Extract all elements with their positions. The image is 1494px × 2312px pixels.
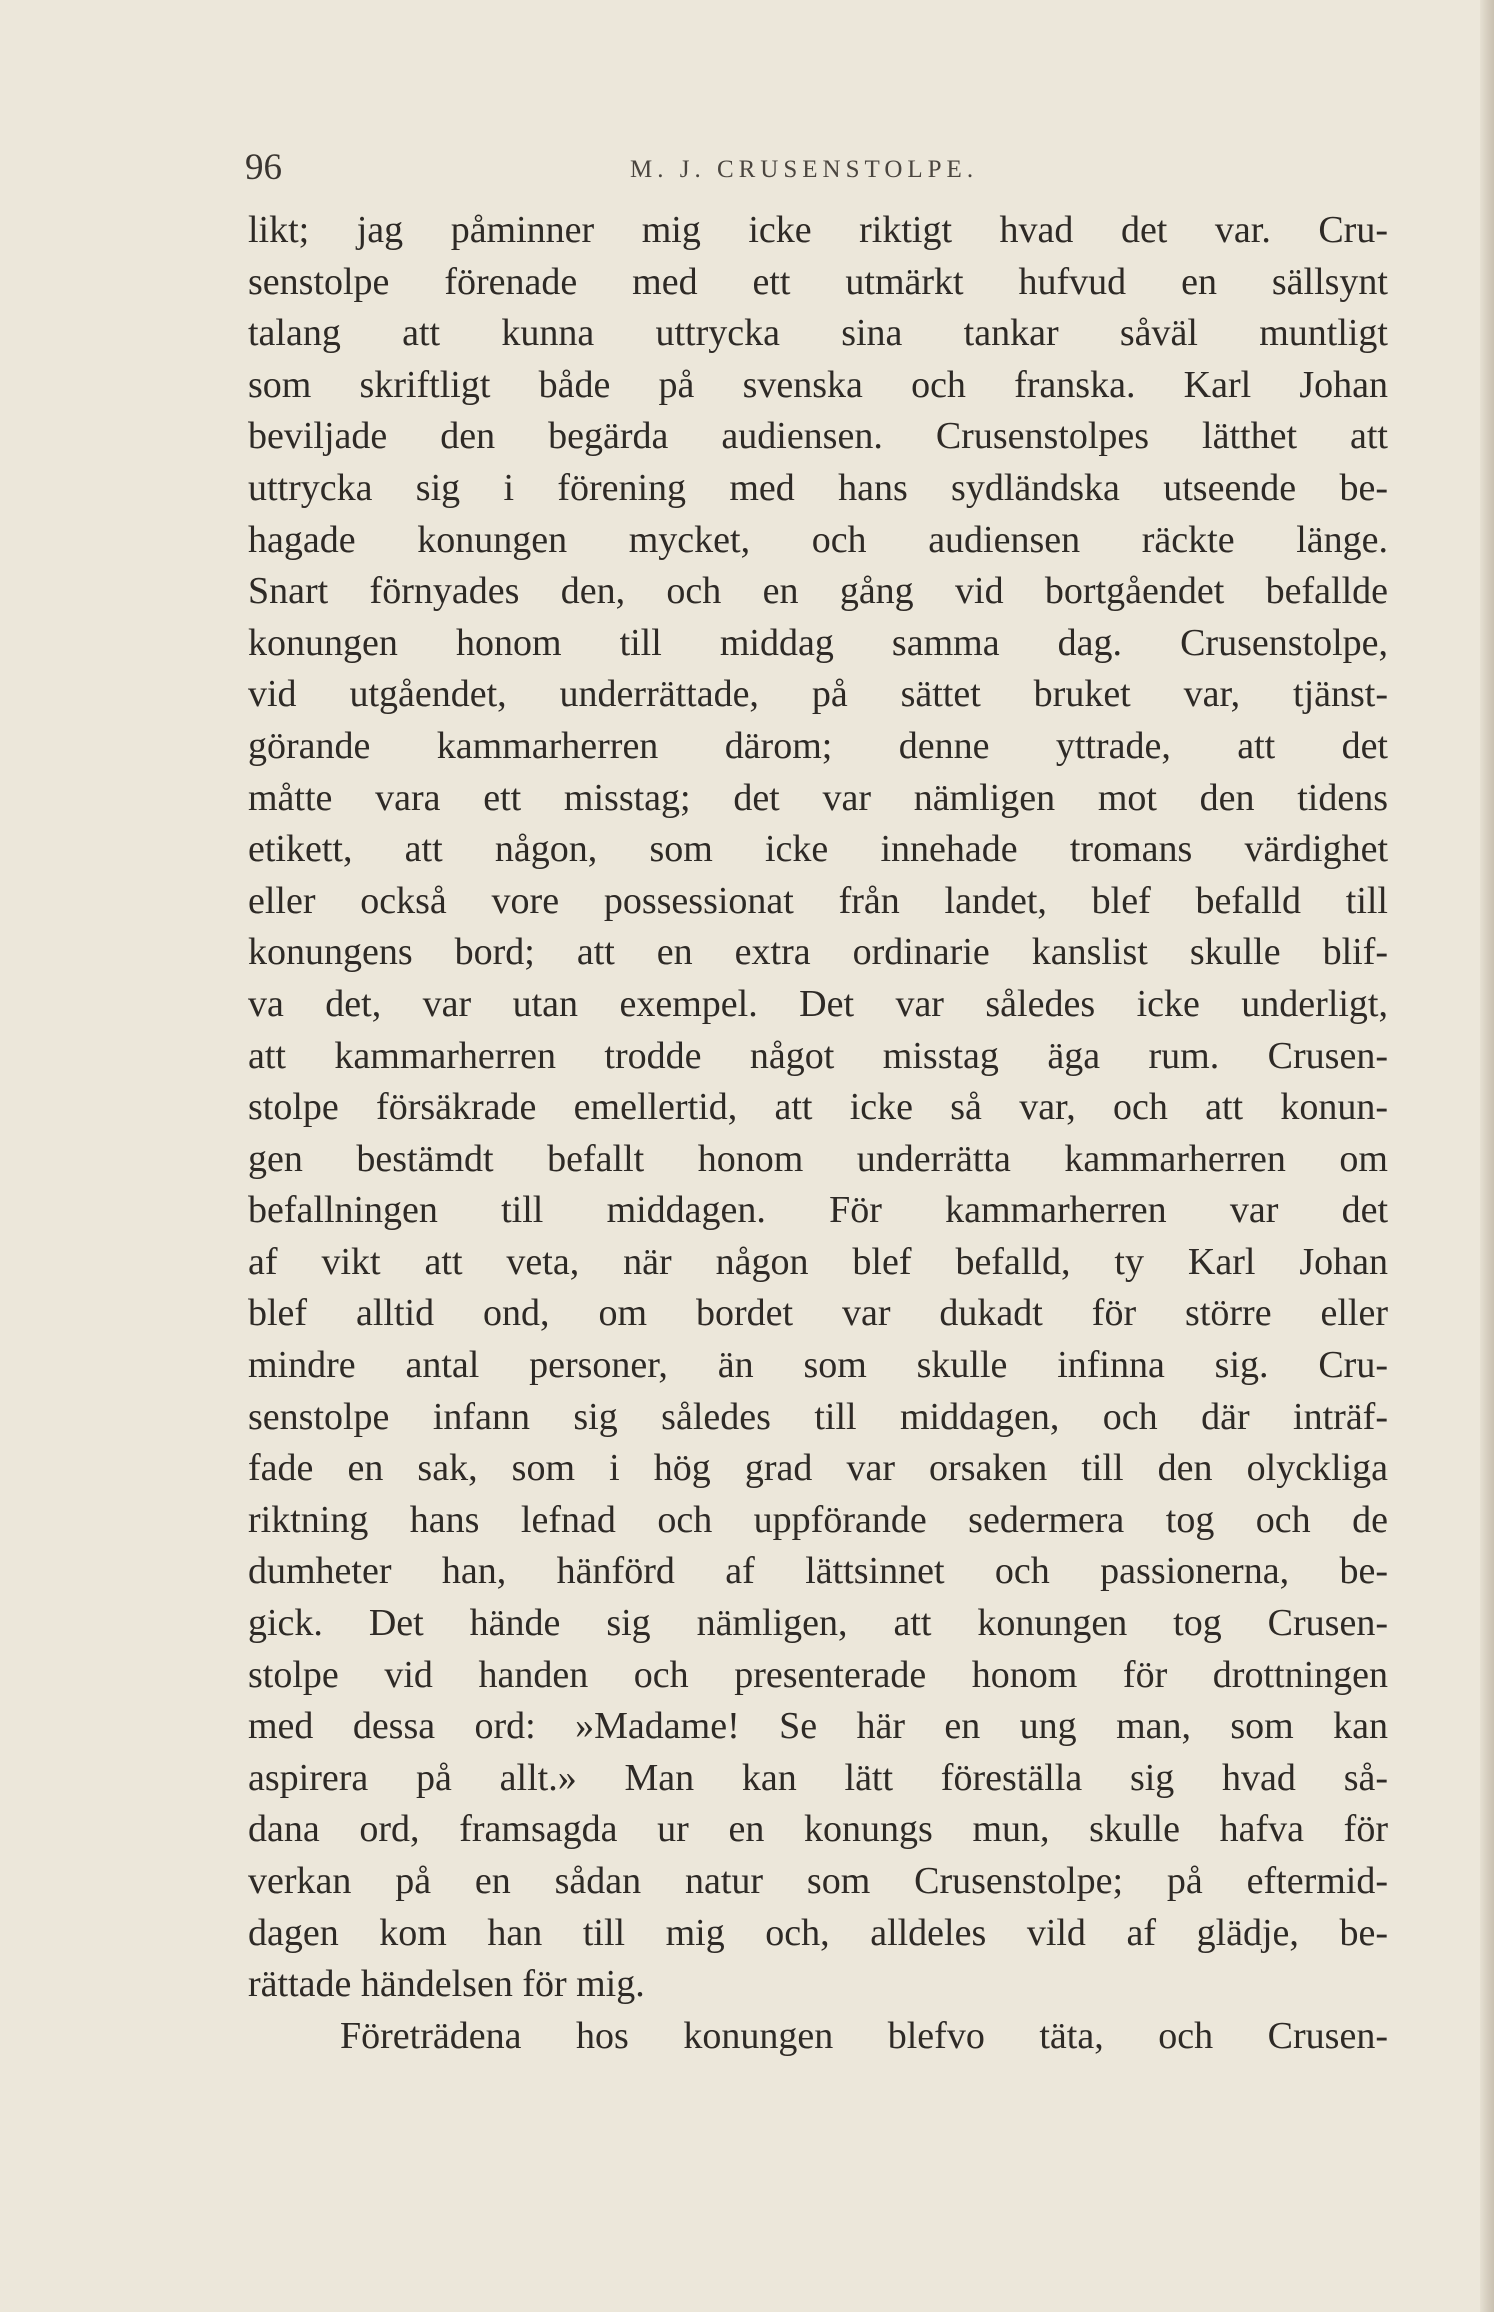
text-line: dagen kom han till mig och, alldeles vild af glädje, be- (248, 1911, 1388, 1954)
text-line: blef alltid ond, om bordet var dukadt för större eller (248, 1292, 1388, 1335)
text-line: måtte vara ett misstag; det var nämligen mot den tidens (248, 776, 1388, 819)
text-line: verkan på en sådan natur som Crusenstolpe; på eftermid- (248, 1860, 1388, 1902)
text-line: hagade konungen mycket, och audiensen räckte länge. (248, 518, 1388, 561)
text-line: stolpe försäkrade emellertid, att icke så var, och att konun- (248, 1086, 1388, 1129)
running-head: M. J. CRUSENSTOLPE. (630, 156, 979, 183)
text-line: att kammarherren trodde något misstag äga rum. Crusen- (248, 1034, 1388, 1077)
text-line: gen bestämdt befallt honom underrätta kammarherren om (248, 1137, 1388, 1180)
text-line: vid utgåendet, underrättade, på sättet bruket var, tjänst- (248, 673, 1388, 716)
page-edge (1480, 0, 1494, 2312)
text-line: fade en sak, som i hög grad var orsaken till den olyckliga (248, 1447, 1388, 1490)
text-line: dumheter han, hänförd af lättsinnet och passionerna, be- (248, 1550, 1388, 1593)
text-line: senstolpe infann sig således till middagen, och där inträf- (248, 1395, 1388, 1438)
text-line: talang att kunna uttrycka sina tankar såväl muntligt (248, 312, 1388, 355)
text-line: etikett, att någon, som icke innehade tromans värdighet (248, 828, 1388, 871)
text-line-paragraph-start: Företrädena hos konungen blefvo täta, och Crusen- (340, 2014, 1388, 2057)
page-number: 96 (245, 147, 282, 188)
text-line: likt; jag påminner mig icke riktigt hvad det var. Cru- (248, 209, 1388, 251)
text-line: senstolpe förenade med ett utmärkt hufvud en sällsynt (248, 260, 1388, 303)
body-text (248, 205, 1388, 2062)
text-line: riktning hans lefnad och uppförande sedermera tog och de (248, 1498, 1388, 1541)
text-line: konungen honom till middag samma dag. Crusenstolpe, (248, 621, 1388, 664)
text-line: rättade händelsen för mig. (248, 1963, 645, 2006)
text-line: görande kammarherren därom; denne yttrade, att det (248, 724, 1388, 767)
text-line: Snart förnyades den, och en gång vid bortgåendet befallde (248, 570, 1388, 613)
text-line: dana ord, framsagda ur en konungs mun, skulle hafva för (248, 1808, 1388, 1851)
text-line: eller också vore possessionat från landet, blef befalld till (248, 879, 1388, 922)
text-line: mindre antal personer, än som skulle infinna sig. Cru- (248, 1344, 1388, 1387)
text-line: aspirera på allt.» Man kan lätt föreställa sig hvad så- (248, 1756, 1388, 1799)
text-line: af vikt att veta, när någon blef befalld, ty Karl Johan (248, 1240, 1388, 1283)
text-line: va det, var utan exempel. Det var således icke underligt, (248, 982, 1388, 1025)
text-line: konungens bord; att en extra ordinarie kanslist skulle blif- (248, 931, 1388, 974)
text-line: beviljade den begärda audiensen. Crusenstolpes lätthet att (248, 415, 1388, 458)
text-line: med dessa ord: »Madame! Se här en ung man, som kan (248, 1705, 1388, 1748)
page-header (245, 138, 1390, 198)
text-line: befallningen till middagen. För kammarherren var det (248, 1189, 1388, 1232)
text-line: stolpe vid handen och presenterade honom för drottningen (248, 1653, 1388, 1696)
text-line: gick. Det hände sig nämligen, att konungen tog Crusen- (248, 1602, 1388, 1645)
text-line: uttrycka sig i förening med hans sydländska utseende be- (248, 466, 1388, 509)
text-line: som skriftligt både på svenska och franska. Karl Johan (248, 363, 1388, 406)
